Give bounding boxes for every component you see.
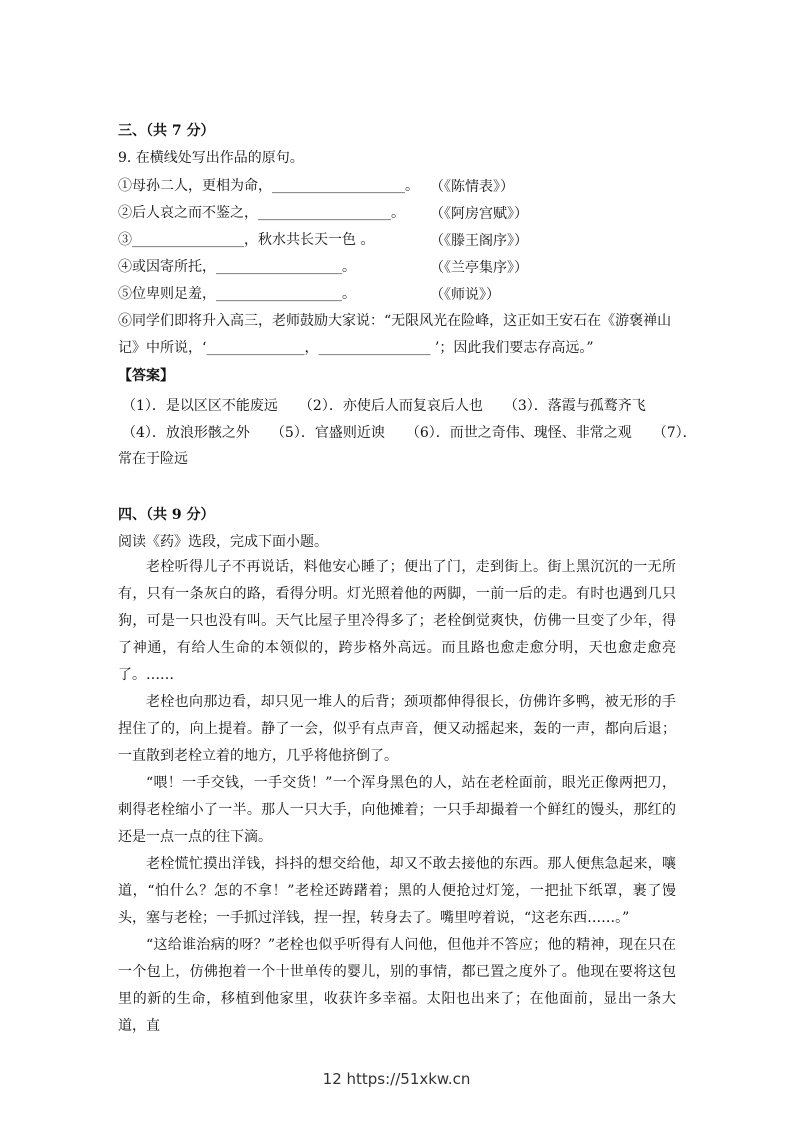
passage-paragraph-3: “喂！一手交钱，一手交货！”一个浑身黑色的人，站在老栓面前，眼光正像两把刀，刺得老栓缩小了一半。那人一只大手，向他摊着；一只手却撮着一个鲜红的馒头，那红的还是一点一点的往下滴。 xyxy=(118,775,676,845)
fill-item-2-source: （《阿房宫赋》） xyxy=(430,206,528,222)
fill-item-5: ⑤位卑则足羞，__________________。 xyxy=(118,286,356,302)
fill-item-1: ①母孙二人，更相为命，___________________。 xyxy=(118,178,419,194)
reading-intro: 阅读《药》选段，完成下面小题。 xyxy=(118,534,328,550)
question-9: 9. 在横线处写出作品的原句。 xyxy=(118,150,304,166)
answer-label: 【答案】 xyxy=(118,368,174,384)
answer-line-3: 常在于险远 xyxy=(118,451,188,467)
fill-item-2: ②后人哀之而不鉴之，___________________。 xyxy=(118,205,405,221)
passage-paragraph-1: 老栓听得儿子不再说话，料他安心睡了；便出了门，走到街上。街上黑沉沉的一无所有，只有一条灰白的路，看得分明。灯光照着他的两脚，一前一后的走。有时也遇到几只狗，可是一只也没有叫。天气比屋子里冷得多了；老栓倒觉爽快，仿佛一旦变了少年，得了神通，有给人生命的本领似的，跨步格外高远。而且路也愈走愈分明，天也愈走愈亮了。 xyxy=(118,559,676,683)
page-footer: 12 https://51xkw.cn xyxy=(322,1070,471,1088)
section3-heading: 三、（共 7 分） xyxy=(118,123,215,139)
passage-paragraph-2: 老栓也向那边看，却只见一堆人的后背；颈项都伸得很长，仿佛许多鸭，被无形的手捏住了的，向上提着。静了一会，似乎有点声音，便又动摇起来，轰的一声，都向后退；一直散到老栓立着的地方，几乎将他挤倒了。 xyxy=(118,694,676,764)
passage-paragraph-4: 老栓慌忙摸出洋钱，抖抖的想交给他，却又不敢去接他的东西。那人便焦急起来，嚷道，“怕什么？怎的不拿！”老栓还踌躇着；黑的人便抢过灯笼，一把扯下纸罩，裹了馒头，塞与老栓；一手抓过洋钱，捏一捏，转身去了。嘴里哼着说，“这老东西……。” xyxy=(118,856,676,926)
fill-item-6-line2: 记》中所说，‘______________，________________ ’；因此我们要志存高远。” xyxy=(118,340,594,356)
fill-item-5-source: （《师说》） xyxy=(430,287,500,303)
section4-heading: 四、（共 9 分） xyxy=(118,507,215,523)
passage-paragraph-5: “这给谁治病的呀？”老栓也似乎听得有人问他，但他并不答应；他的精神，现在只在一个包上，仿佛抱着一个十世单传的婴儿，别的事情，都已置之度外了。他现在要将这包里的新的生命，移植到他家里，收获许多幸福。太阳也出来了；在他面前，显出一条大道，直 xyxy=(118,937,676,1034)
passage-ellipsis: …… xyxy=(146,667,174,683)
fill-item-3-source: （《滕王阁序》） xyxy=(430,233,528,249)
fill-item-6-line1: ⑥同学们即将升入高三，老师鼓励大家说：“无限风光在险峰，这正如王安石在《游褒禅山 xyxy=(118,313,672,329)
fill-item-4: ④或因寄所托，__________________。 xyxy=(118,259,356,275)
fill-item-1-source: （《陈情表》） xyxy=(430,179,514,195)
fill-item-4-source: （《兰亭集序》） xyxy=(430,260,528,276)
answer-line-2: （4）．放浪形骸之外 （5）．官盛则近谀 （6）．而世之奇伟、瑰怪、非常之观 （7）． xyxy=(122,425,697,441)
answer-line-1: （1）．是以区区不能废远 （2）．亦使后人而复哀后人也 （3）．落霞与孤鹜齐飞 xyxy=(122,398,646,414)
fill-item-3: ③________________，秋水共长天一色 。 xyxy=(118,232,375,248)
